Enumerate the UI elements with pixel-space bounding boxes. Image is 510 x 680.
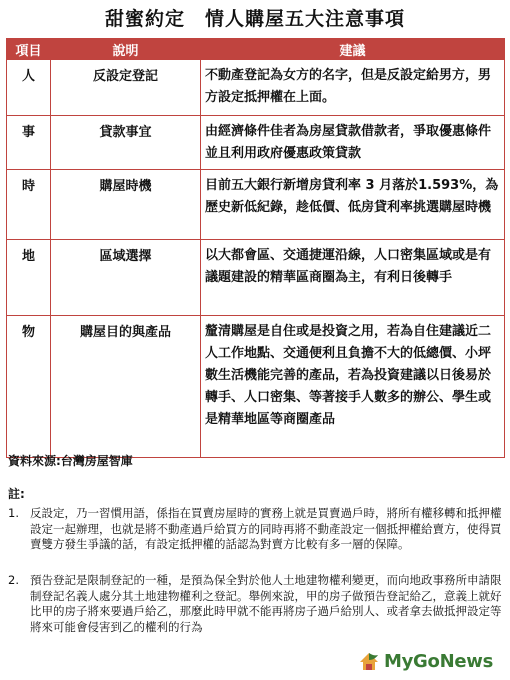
footnote: [8, 506, 503, 553]
row-description: 購屋目的與產品: [51, 316, 201, 458]
table-row: [7, 240, 505, 316]
page-title: 甜蜜約定 情人購屋五大注意事項: [104, 8, 405, 30]
header-description: 說明: [51, 39, 201, 60]
row-description: 貸款事宜: [51, 116, 201, 170]
row-suggestion: 由經濟條件佳者為房屋貸款借款者，爭取優惠條件並且利用政府優惠政策貸款: [201, 116, 505, 170]
table-row: [7, 60, 505, 116]
table-row: [7, 116, 505, 170]
row-item: 人: [7, 60, 51, 116]
table-header-row: [7, 39, 505, 60]
table-row: [7, 170, 505, 240]
footnote-number: 1.: [8, 506, 19, 520]
row-item: 時: [7, 170, 51, 240]
table-row: [7, 316, 505, 458]
row-suggestion: 不動產登記為女方的名字，但是反設定給男方，男方設定抵押權在上面。: [201, 60, 505, 116]
row-description: 區域選擇: [51, 240, 201, 316]
notes-title: 註:: [8, 487, 25, 501]
footnote: [8, 573, 503, 635]
house-leaf-icon: [358, 650, 380, 672]
footnote-text: 預告登記是限制登記的一種，是預為保全對於他人土地建物權利變更，而向地政事務所申請限制登記名義人處分其土地建物權利之登記。舉例來說，甲的房子做預告登記給乙，意義上就好比甲的房子將來要過戶給乙，那麼此時甲就不能再將房子過戶給別人、或者拿去做抵押設定等將來可能會侵害到乙的權利的行為: [30, 573, 502, 634]
source-note: 資料來源:台灣房屋智庫: [8, 454, 133, 468]
header-item: 項目: [7, 39, 51, 60]
notes-table: [6, 38, 505, 458]
row-item: 物: [7, 316, 51, 458]
row-suggestion: 釐清購屋是自住或是投資之用，若為自住建議近二人工作地點、交通便利且負擔不大的低總價、小坪數生活機能完善的產品，若為投資建議以日後易於轉手、人口密集、等著接手人數多的辦公、學生或是精華地區等商圈產品: [201, 316, 505, 458]
footnote-text: 反設定，乃一習慣用語，係指在買賣房屋時的實務上就是買賣過戶時，將所有權移轉和抵押權設定一起辦理，也就是將不動產過戶給買方的同時再將不動產設定一個抵押權給賣方，使得買賣雙方發生爭議的話，有設定抵押權的話認為對賣方比較有多一層的保障。: [30, 506, 502, 551]
row-description: 購屋時機: [51, 170, 201, 240]
row-suggestion: 以大都會區、交通捷運沿線，人口密集區域或是有議題建設的精華區商圈為主，有利日後轉手: [201, 240, 505, 316]
row-item: 事: [7, 116, 51, 170]
header-suggestion: 建議: [201, 39, 505, 60]
row-suggestion: 目前五大銀行新增房貸利率 3 月落於1.593%，為歷史新低紀錄，趁低價、低房貸利率挑選購屋時機: [201, 170, 505, 240]
logo-wordmark: MyGoNews: [384, 650, 494, 672]
row-description: 反設定登記: [51, 60, 201, 116]
row-item: 地: [7, 240, 51, 316]
mygonews-logo: [358, 650, 493, 672]
footnote-number: 2.: [8, 573, 19, 587]
